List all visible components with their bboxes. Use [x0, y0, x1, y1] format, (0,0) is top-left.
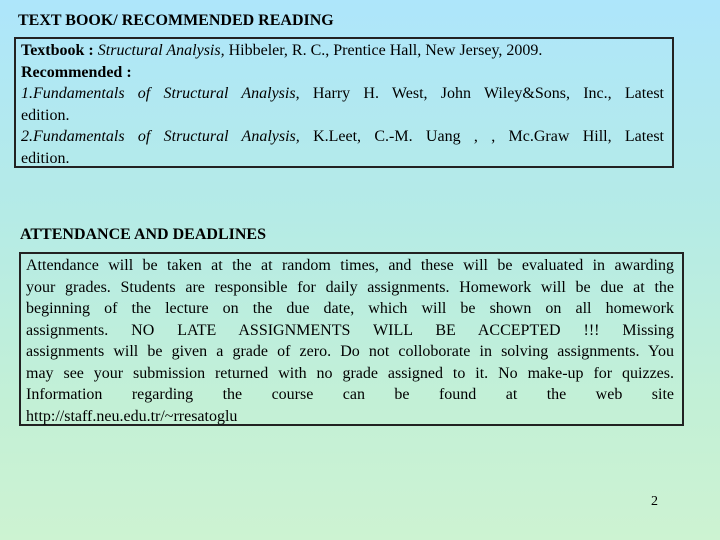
textbook-line: [21, 40, 664, 62]
attendance-line: may see your submission returned with no grade assigned to it. No make-up for quizzes.: [26, 364, 674, 382]
attendance-line: your grades. Students are responsible for daily assignments. Homework will be due at the: [26, 278, 674, 296]
website-link[interactable]: http://staff.neu.edu.tr/~rresatoglu: [26, 407, 238, 425]
textbook-box: [14, 37, 674, 168]
attendance-line: assignments. NO LATE ASSIGNMENTS WILL BE ACCEPTED !!! Missing: [26, 321, 674, 339]
textbook-label: Textbook :: [21, 42, 94, 59]
reference-1-title: 1.Fundamentals of Structural Analysis: [21, 85, 296, 102]
attendance-heading: ATTENDANCE AND DEADLINES: [20, 226, 266, 243]
reference-2-details: K.Leet, C.-M. Uang , , Mc.Graw Hill, Latest: [299, 128, 664, 145]
textbook-heading: TEXT BOOK/ RECOMMENDED READING: [18, 12, 334, 29]
attendance-line: beginning of the lecture on the due date, which will be shown on all homework: [26, 300, 674, 317]
attendance-line: Attendance will be taken at the at random times, and these will be evaluated in awarding: [26, 257, 674, 274]
attendance-box: [19, 252, 684, 426]
attendance-line: assignments will be given a grade of zero. Do not colloborate in solving assignments. You: [26, 343, 674, 360]
reference-1-continuation: edition.: [21, 106, 70, 124]
slide-number: 2: [651, 494, 658, 509]
reference-2-title: 2.Fundamentals of Structural Analysis,: [21, 128, 300, 145]
reference-2-continuation: edition.: [21, 149, 70, 167]
attendance-line: Information regarding the course can be found at the web site: [26, 386, 674, 403]
textbook-title: Structural Analysis,: [97, 42, 225, 59]
reference-1: [21, 83, 664, 105]
reference-2: [21, 126, 664, 148]
textbook-details: Hibbeler, R. C., Prentice Hall, New Jersey, 2009.: [224, 42, 543, 59]
reference-1-details: , Harry H. West, John Wiley&Sons, Inc., Latest: [295, 85, 665, 102]
recommended-label: Recommended :: [21, 63, 132, 81]
